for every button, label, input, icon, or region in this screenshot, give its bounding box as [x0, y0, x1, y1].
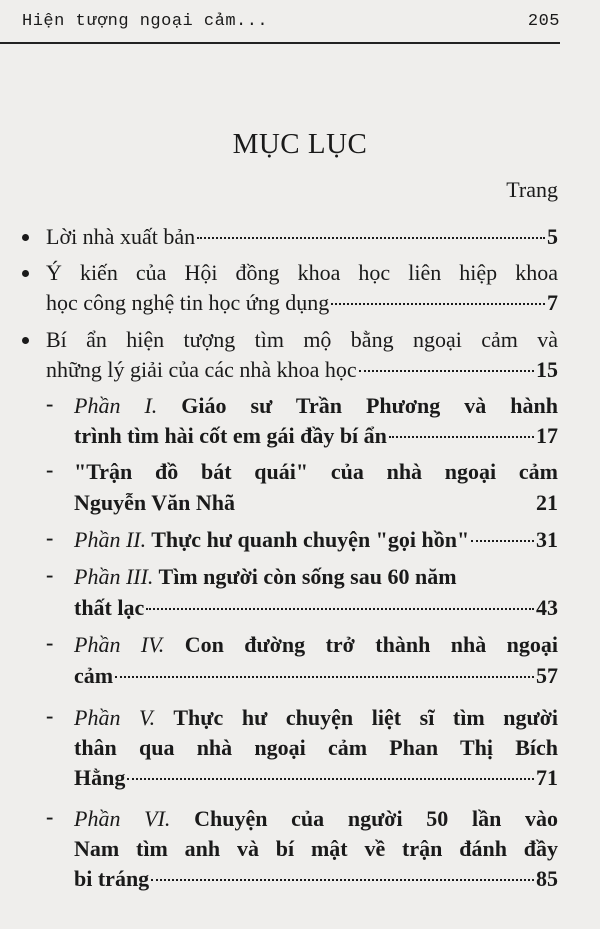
toc-line [74, 525, 558, 555]
toc-page-number: 57 [536, 663, 558, 688]
toc-page-number: 71 [536, 765, 558, 790]
part-label: Phần V. [74, 705, 156, 730]
toc-entry-text: Ý kiến của Hội đồng khoa học liên hiệp khoa [46, 260, 558, 285]
toc-entry-text [74, 562, 558, 592]
dot-leader [389, 436, 534, 438]
bullet-icon [22, 234, 29, 241]
toc-line [74, 593, 558, 623]
toc-entry-text: bi tráng [74, 866, 150, 891]
toc-page-number: 7 [547, 290, 558, 315]
dot-leader [127, 778, 534, 780]
toc-entry-text [74, 630, 558, 660]
toc-line [74, 864, 558, 894]
toc-line [74, 661, 558, 691]
dash-marker: - [46, 804, 54, 829]
toc-entry-title: Con đường trở thành nhà ngoại [164, 632, 558, 657]
part-label: Phần IV. [74, 632, 165, 657]
toc-entry-title: Thực hư chuyện liệt sĩ tìm người [155, 705, 559, 730]
toc-entry-text: thất lạc [74, 595, 145, 620]
toc-entry-text: Lời nhà xuất bản [46, 224, 196, 249]
bullet-icon [22, 337, 29, 344]
toc-entry-text: Nguyễn Văn Nhã [74, 490, 235, 515]
toc-entry-title: Giáo sư Trần Phương và hành [157, 393, 558, 418]
dot-leader [197, 237, 545, 239]
toc-entry-text: cảm [74, 663, 114, 688]
dot-leader [471, 540, 534, 542]
toc-entry-text: Hằng [74, 765, 126, 790]
toc-line [46, 355, 558, 385]
page-number: 205 [527, 12, 560, 31]
toc-page-number: 17 [536, 423, 558, 448]
toc-entry-text: Bí ẩn hiện tượng tìm mộ bằng ngoại cảm và [46, 327, 558, 352]
toc-entry-text: những lý giải của các nhà khoa học [46, 357, 357, 382]
toc-entry-text [74, 525, 469, 555]
toc-page-number: 43 [536, 595, 558, 620]
toc-line [74, 763, 558, 793]
dash-marker: - [46, 457, 54, 482]
part-label: Phần VI. [74, 806, 171, 831]
toc-entry-text [74, 391, 558, 421]
dot-leader [331, 303, 545, 305]
toc-entry-text: thân qua nhà ngoại cảm Phan Thị Bích [74, 735, 558, 760]
bullet-icon [22, 270, 29, 277]
toc-entry-text [74, 703, 558, 733]
dash-marker: - [46, 391, 54, 416]
toc-entry-title: Chuyện của người 50 lần vào [170, 806, 559, 831]
toc-line [74, 421, 558, 451]
toc-page-number: 15 [536, 357, 558, 382]
toc-line [46, 222, 558, 252]
toc-entry-text: "Trận đồ bát quái" của nhà ngoại cảm [74, 459, 558, 484]
dot-leader [359, 370, 534, 372]
part-label: Phần I. [74, 393, 158, 418]
toc-line [46, 288, 558, 318]
toc-entry-text: Nam tìm anh và bí mật về trận đánh đầy [74, 836, 558, 861]
toc-entry-text: trình tìm hài cốt em gái đầy bí ẩn [74, 423, 387, 448]
part-label: Phần III. [74, 564, 154, 589]
toc-line [74, 488, 558, 518]
toc-entry-title: Thực hư quanh chuyện "gọi hồn" [146, 527, 470, 552]
toc-page-number: 21 [536, 490, 558, 515]
dash-marker: - [46, 525, 54, 550]
dot-leader [115, 676, 534, 678]
running-title: Hiện tượng ngoại cảm... [22, 12, 269, 31]
dash-marker: - [46, 630, 54, 655]
toc-entry-title: Tìm người còn sống sau 60 năm [153, 564, 457, 589]
dot-leader [237, 503, 534, 505]
toc-page-number: 5 [547, 224, 558, 249]
toc-page-number: 85 [536, 866, 558, 891]
toc-entry-text: học công nghệ tin học ứng dụng [46, 290, 330, 315]
toc-entry-text [74, 804, 558, 834]
page-column-label: Trang [506, 177, 558, 202]
dash-marker: - [46, 703, 54, 728]
page-title: MỤC LỤC [232, 128, 368, 160]
dot-leader [151, 879, 534, 881]
part-label: Phần II. [74, 527, 147, 552]
dash-marker: - [46, 562, 54, 587]
toc-page-number: 31 [536, 527, 558, 552]
dot-leader [146, 608, 534, 610]
